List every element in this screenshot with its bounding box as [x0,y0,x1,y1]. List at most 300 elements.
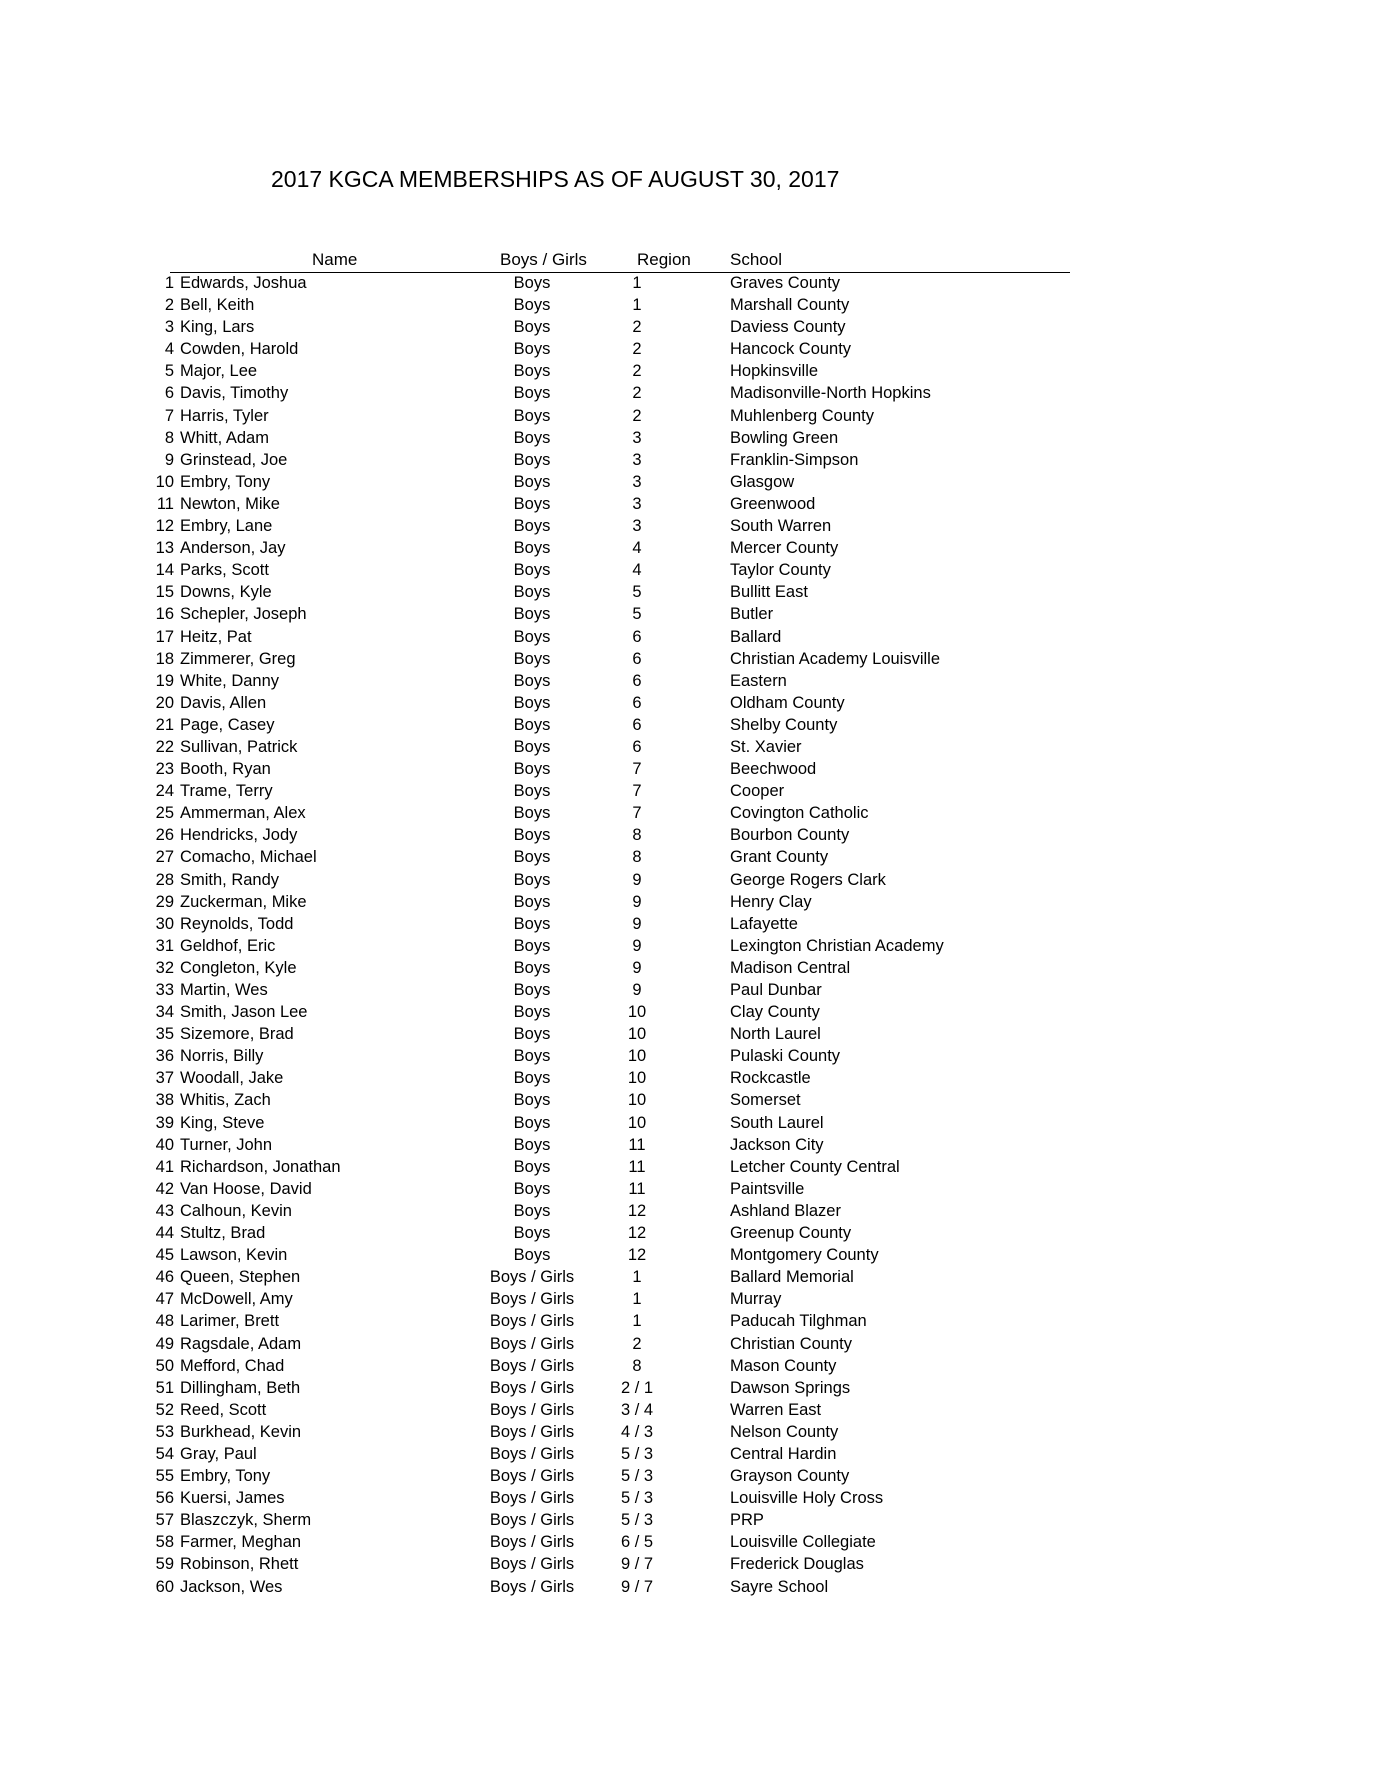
boys-girls-cell: Boys / Girls [489,1268,575,1287]
member-name: Queen, Stephen [180,1268,301,1287]
table-row [140,1467,1040,1489]
row-number: 26 [155,826,174,845]
member-name: Lawson, Kevin [180,1246,288,1265]
region-cell: 1 [632,1268,642,1287]
row-number: 18 [155,649,174,668]
school-cell: Cooper [730,782,785,801]
row-number: 7 [164,406,174,425]
school-cell: Montgomery County [730,1246,879,1265]
row-number: 45 [155,1246,174,1265]
member-name: Parks, Scott [180,561,269,580]
school-cell: Greenup County [730,1224,852,1243]
school-cell: Mason County [730,1356,837,1375]
table-row [140,981,1040,1003]
table-row [140,1335,1040,1357]
row-number: 15 [155,583,174,602]
region-cell: 9 [632,936,642,955]
boys-girls-cell: Boys [513,1025,551,1044]
member-name: Burkhead, Kevin [180,1422,302,1441]
row-number: 28 [155,870,174,889]
region-cell: 8 [632,826,642,845]
boys-girls-cell: Boys [513,539,551,558]
table-row [140,384,1040,406]
boys-girls-cell: Boys / Girls [489,1422,575,1441]
table-row [140,1312,1040,1334]
row-number: 10 [155,472,174,491]
region-cell: 3 / 4 [620,1400,654,1419]
boys-girls-cell: Boys [513,826,551,845]
row-number: 50 [155,1356,174,1375]
member-name: Woodall, Jake [180,1069,284,1088]
member-name: Newton, Mike [180,494,280,513]
table-row [140,1136,1040,1158]
table-row [140,782,1040,804]
boys-girls-cell: Boys / Girls [489,1290,575,1309]
region-cell: 11 [628,1157,646,1176]
member-name: Blaszczyk, Sherm [180,1511,312,1530]
table-row [140,650,1040,672]
row-number: 4 [164,340,174,359]
row-number: 25 [155,804,174,823]
member-name: Trame, Terry [180,782,273,801]
region-cell: 3 [632,494,642,513]
boys-girls-cell: Boys [513,472,551,491]
school-cell: Lexington Christian Academy [730,936,944,955]
region-cell: 5 / 3 [620,1489,654,1508]
school-cell: Shelby County [730,715,838,734]
boys-girls-cell: Boys [513,561,551,580]
school-cell: Sayre School [730,1577,829,1596]
member-name: Gray, Paul [180,1444,257,1463]
member-name: Van Hoose, David [180,1179,312,1198]
row-number: 16 [155,605,174,624]
boys-girls-cell: Boys [513,981,551,999]
row-number: 34 [155,1003,174,1022]
boys-girls-cell: Boys [513,296,551,315]
boys-girls-cell: Boys [513,1135,551,1154]
boys-girls-cell: Boys [513,517,551,536]
row-number: 49 [155,1334,174,1353]
school-cell: Covington Catholic [730,804,869,823]
school-cell: Butler [730,605,774,624]
member-name: Harris, Tyler [180,406,269,425]
school-cell: Oldham County [730,693,845,712]
region-cell: 12 [627,1246,647,1265]
member-name: Schepler, Joseph [180,605,307,624]
school-cell: Taylor County [730,561,831,580]
boys-girls-cell: Boys / Girls [489,1444,575,1463]
member-name: Booth, Ryan [180,760,271,779]
boys-girls-cell: Boys [513,318,551,337]
school-cell: Somerset [730,1091,801,1110]
school-cell: George Rogers Clark [730,870,886,889]
table-row [140,296,1040,318]
boys-girls-cell: Boys [513,936,551,955]
boys-girls-cell: Boys [513,627,551,646]
table-header [170,250,1070,273]
table-row [140,362,1040,384]
school-cell: Rockcastle [730,1069,811,1088]
member-name: McDowell, Amy [180,1290,293,1309]
boys-girls-cell: Boys [513,760,551,779]
member-name: Major, Lee [180,362,258,381]
boys-girls-cell: Boys [513,450,551,469]
member-name: Robinson, Rhett [180,1555,299,1574]
row-number: 1 [164,274,174,292]
region-cell: 5 [632,605,642,624]
table-row [140,1489,1040,1511]
boys-girls-cell: Boys / Girls [489,1378,575,1397]
member-name: Richardson, Jonathan [180,1157,341,1176]
boys-girls-cell: Boys / Girls [489,1511,575,1530]
school-cell: Clay County [730,1003,820,1022]
school-cell: Grayson County [730,1467,850,1486]
school-cell: Beechwood [730,760,817,779]
boys-girls-cell: Boys [513,671,551,690]
school-cell: Christian County [730,1334,852,1353]
school-cell: Letcher County Central [730,1157,900,1176]
region-cell: 5 / 3 [620,1467,654,1486]
member-name: Ragsdale, Adam [180,1334,302,1353]
region-cell: 5 [632,583,642,602]
school-cell: Jackson City [730,1135,824,1154]
school-cell: Warren East [730,1400,822,1419]
boys-girls-cell: Boys [513,340,551,359]
boys-girls-cell: Boys / Girls [489,1467,575,1486]
table-row [140,804,1040,826]
member-name: Davis, Allen [180,693,267,712]
table-row [140,539,1040,561]
row-number: 35 [155,1025,174,1044]
school-cell: North Laurel [730,1025,821,1044]
region-cell: 6 [632,715,642,734]
table-row [140,517,1040,539]
member-name: Anderson, Jay [180,539,286,558]
table-row [140,959,1040,981]
row-number: 23 [155,760,174,779]
school-cell: Muhlenberg County [730,406,875,425]
row-number: 52 [155,1400,174,1419]
table-row [140,1224,1040,1246]
member-name: King, Lars [180,318,255,337]
table-row [140,605,1040,627]
row-number: 53 [155,1422,174,1441]
row-number: 57 [155,1511,174,1530]
row-number: 12 [155,517,174,536]
row-number: 40 [155,1135,174,1154]
row-number: 58 [155,1533,174,1552]
row-number: 39 [155,1113,174,1132]
school-cell: Bullitt East [730,583,808,602]
row-number: 9 [164,450,174,469]
school-cell: South Warren [730,517,832,536]
member-name: Martin, Wes [180,981,268,999]
boys-girls-cell: Boys [513,605,551,624]
boys-girls-cell: Boys / Girls [489,1312,575,1331]
member-name: Sizemore, Brad [180,1025,294,1044]
region-cell: 10 [627,1047,647,1066]
row-number: 38 [155,1091,174,1110]
boys-girls-cell: Boys [513,1201,551,1220]
boys-girls-cell: Boys [513,406,551,425]
school-cell: Daviess County [730,318,846,337]
school-cell: Murray [730,1290,782,1309]
table-row [140,628,1040,650]
row-number: 56 [155,1489,174,1508]
region-cell: 3 [632,428,642,447]
region-cell: 1 [632,1312,642,1331]
boys-girls-cell: Boys / Girls [489,1577,575,1596]
member-name: Farmer, Meghan [180,1533,302,1552]
school-cell: Hancock County [730,340,852,359]
region-cell: 3 [632,472,642,491]
member-name: Embry, Lane [180,517,273,536]
boys-girls-cell: Boys / Girls [489,1489,575,1508]
school-cell: Franklin-Simpson [730,450,859,469]
table-row [140,1445,1040,1467]
boys-girls-cell: Boys [513,1003,551,1022]
boys-girls-cell: Boys [513,1157,551,1176]
school-cell: Grant County [730,848,829,867]
row-number: 21 [155,715,174,734]
school-cell: Frederick Douglas [730,1555,864,1574]
member-name: Heitz, Pat [180,627,252,646]
table-row [140,1423,1040,1445]
row-number: 51 [155,1378,174,1397]
school-cell: Ballard [730,627,782,646]
region-cell: 10 [627,1091,647,1110]
row-number: 44 [155,1224,174,1243]
table-row [140,826,1040,848]
school-cell: Hopkinsville [730,362,819,381]
member-name: Mefford, Chad [180,1356,285,1375]
table-row [140,1047,1040,1069]
header-region: Region [637,250,691,269]
boys-girls-cell: Boys [513,737,551,756]
row-number: 37 [155,1069,174,1088]
table-body [140,274,1040,1600]
region-cell: 6 [632,649,642,668]
school-cell: Dawson Springs [730,1378,851,1397]
member-name: Downs, Kyle [180,583,272,602]
region-cell: 9 / 7 [620,1555,654,1574]
boys-girls-cell: Boys [513,1224,551,1243]
table-row [140,1533,1040,1555]
table-row [140,274,1040,296]
school-cell: Madisonville-North Hopkins [730,384,931,403]
table-row [140,1401,1040,1423]
school-cell: Paintsville [730,1179,805,1198]
region-cell: 4 [632,539,642,558]
member-name: Page, Casey [180,715,275,734]
table-row [140,1158,1040,1180]
member-name: White, Danny [180,671,280,690]
region-cell: 9 [632,981,642,999]
school-cell: Ballard Memorial [730,1268,854,1287]
member-name: Geldhof, Eric [180,936,276,955]
table-row [140,1379,1040,1401]
table-row [140,848,1040,870]
region-cell: 2 / 1 [620,1378,654,1397]
school-cell: Louisville Collegiate [730,1533,876,1552]
table-row [140,1091,1040,1113]
member-name: Grinstead, Joe [180,450,288,469]
member-name: Smith, Randy [180,870,280,889]
school-cell: Marshall County [730,296,850,315]
header-boys-girls: Boys / Girls [500,250,587,269]
boys-girls-cell: Boys [513,958,551,977]
region-cell: 6 [632,737,642,756]
member-name: Reed, Scott [180,1400,267,1419]
boys-girls-cell: Boys / Girls [489,1555,575,1574]
table-row [140,1246,1040,1268]
member-name: Ammerman, Alex [180,804,306,823]
row-number: 13 [155,539,174,558]
table-row [140,1114,1040,1136]
boys-girls-cell: Boys [513,693,551,712]
region-cell: 5 / 3 [620,1444,654,1463]
row-number: 6 [164,384,174,403]
row-number: 41 [155,1157,174,1176]
boys-girls-cell: Boys [513,870,551,889]
table-row [140,915,1040,937]
table-row [140,1025,1040,1047]
table-row [140,672,1040,694]
boys-girls-cell: Boys [513,1246,551,1265]
region-cell: 6 [632,693,642,712]
region-cell: 2 [632,340,642,359]
row-number: 2 [164,296,174,315]
membership-table [140,250,1040,1600]
member-name: Zimmerer, Greg [180,649,296,668]
region-cell: 5 / 3 [620,1511,654,1530]
boys-girls-cell: Boys [513,1069,551,1088]
school-cell: Mercer County [730,539,839,558]
table-row [140,694,1040,716]
boys-girls-cell: Boys [513,1113,551,1132]
row-number: 8 [164,428,174,447]
region-cell: 4 / 3 [620,1422,654,1441]
region-cell: 12 [627,1201,647,1220]
school-cell: Louisville Holy Cross [730,1489,884,1508]
member-name: Turner, John [180,1135,273,1154]
table-row [140,1578,1040,1600]
table-row [140,318,1040,340]
boys-girls-cell: Boys [513,804,551,823]
member-name: Stultz, Brad [180,1224,266,1243]
boys-girls-cell: Boys [513,1091,551,1110]
boys-girls-cell: Boys / Girls [489,1356,575,1375]
region-cell: 1 [632,274,642,292]
region-cell: 10 [627,1113,647,1132]
table-row [140,871,1040,893]
row-number: 30 [155,914,174,933]
region-cell: 10 [627,1025,647,1044]
row-number: 14 [155,561,174,580]
boys-girls-cell: Boys [513,428,551,447]
row-number: 31 [155,936,174,955]
region-cell: 9 [632,870,642,889]
school-cell: Nelson County [730,1422,839,1441]
table-row [140,583,1040,605]
school-cell: Central Hardin [730,1444,837,1463]
boys-girls-cell: Boys / Girls [489,1533,575,1552]
row-number: 42 [155,1179,174,1198]
member-name: Jackson, Wes [180,1577,283,1596]
region-cell: 9 [632,958,642,977]
table-row [140,893,1040,915]
member-name: Embry, Tony [180,472,271,491]
member-name: Congleton, Kyle [180,958,297,977]
school-cell: St. Xavier [730,737,802,756]
member-name: Embry, Tony [180,1467,271,1486]
school-cell: Ashland Blazer [730,1201,841,1220]
region-cell: 10 [627,1069,647,1088]
table-row [140,1003,1040,1025]
row-number: 60 [155,1577,174,1596]
row-number: 36 [155,1047,174,1066]
boys-girls-cell: Boys [513,494,551,513]
row-number: 11 [156,494,174,513]
region-cell: 11 [628,1135,646,1154]
table-row [140,561,1040,583]
table-row [140,340,1040,362]
member-name: King, Steve [180,1113,265,1132]
region-cell: 6 [632,671,642,690]
table-row [140,1202,1040,1224]
member-name: Edwards, Joshua [180,274,307,292]
school-cell: Paducah Tilghman [730,1312,867,1331]
member-name: Cowden, Harold [180,340,299,359]
row-number: 29 [155,892,174,911]
region-cell: 7 [632,782,642,801]
member-name: Larimer, Brett [180,1312,280,1331]
boys-girls-cell: Boys [513,715,551,734]
region-cell: 11 [628,1179,646,1198]
table-row [140,429,1040,451]
region-cell: 10 [627,1003,647,1022]
region-cell: 2 [632,1334,642,1353]
row-number: 48 [155,1312,174,1331]
school-cell: Eastern [730,671,787,690]
table-row [140,1290,1040,1312]
table-row [140,1268,1040,1290]
region-cell: 9 [632,892,642,911]
boys-girls-cell: Boys [513,782,551,801]
boys-girls-cell: Boys [513,914,551,933]
region-cell: 7 [632,804,642,823]
table-row [140,760,1040,782]
row-number: 33 [155,981,174,999]
member-name: Zuckerman, Mike [180,892,307,911]
school-cell: Madison Central [730,958,851,977]
region-cell: 3 [632,517,642,536]
member-name: Kuersi, James [180,1489,285,1508]
boys-girls-cell: Boys [513,848,551,867]
member-name: Smith, Jason Lee [180,1003,308,1022]
region-cell: 6 / 5 [620,1533,654,1552]
table-row [140,1511,1040,1533]
region-cell: 4 [632,561,642,580]
boys-girls-cell: Boys / Girls [489,1400,575,1419]
boys-girls-cell: Boys [513,384,551,403]
row-number: 55 [155,1467,174,1486]
row-number: 54 [155,1444,174,1463]
row-number: 43 [155,1201,174,1220]
member-name: Davis, Timothy [180,384,289,403]
member-name: Norris, Billy [180,1047,264,1066]
member-name: Calhoun, Kevin [180,1201,292,1220]
